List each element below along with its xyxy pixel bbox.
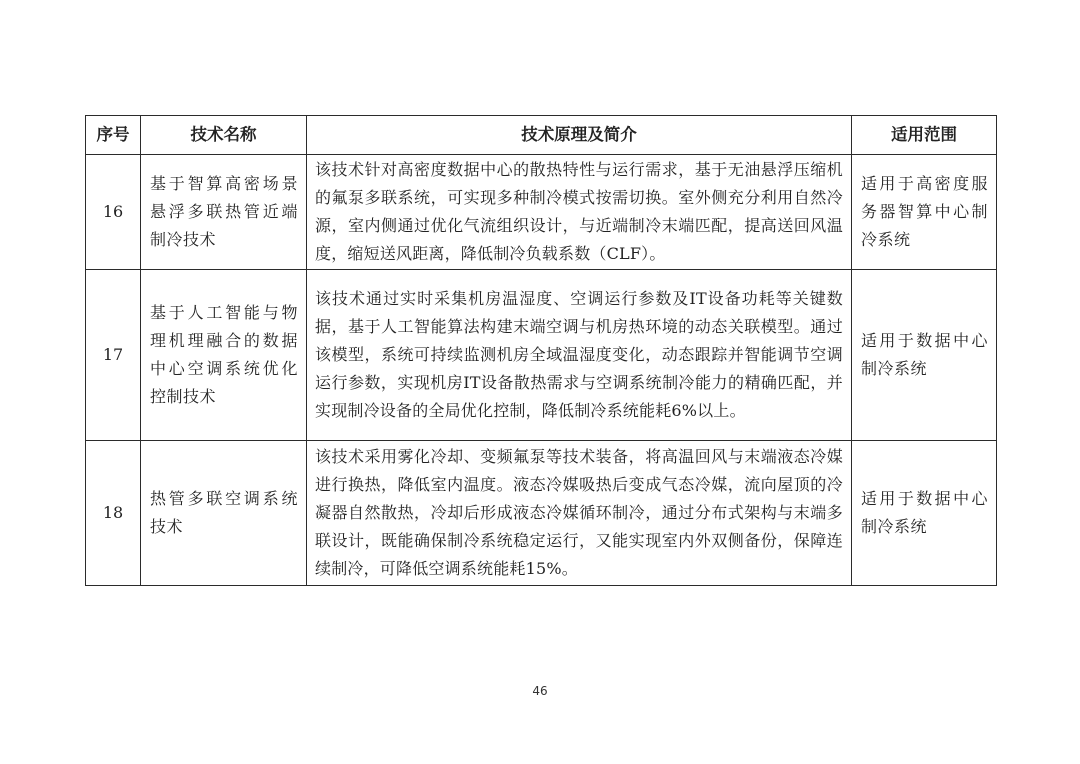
row-serial-number: 16 bbox=[86, 155, 141, 270]
header-principle-description: 技术原理及简介 bbox=[307, 116, 852, 155]
row-technology-name: 基于智算高密场景悬浮多联热管近端制冷技术 bbox=[141, 155, 307, 270]
page-number: 46 bbox=[532, 684, 548, 698]
table-row bbox=[86, 270, 997, 441]
row-principle-description: 该技术采用雾化冷却、变频氟泵等技术装备，将高温回风与末端液态冷媒进行换热，降低室内温度。液态冷媒吸热后变成气态冷媒，流向屋顶的冷凝器自然散热，冷却后形成液态冷媒循环制冷，通过分布式架构与末端多联设计，既能确保制冷系统稳定运行，又能实现室内外双侧备份，保障连续制冷，可降低空调系统能耗15%。 bbox=[307, 441, 852, 586]
row-serial-number: 18 bbox=[86, 441, 141, 586]
row-principle-description: 该技术针对高密度数据中心的散热特性与运行需求，基于无油悬浮压缩机的氟泵多联系统，可实现多种制冷模式按需切换。室外侧充分利用自然冷源，室内侧通过优化气流组织设计，与近端制冷末端匹配，提高送回风温度，缩短送风距离，降低制冷负载系数（CLF）。 bbox=[307, 155, 852, 270]
row-serial-number: 17 bbox=[86, 270, 141, 441]
header-serial-number: 序号 bbox=[86, 116, 141, 155]
technology-table bbox=[85, 115, 997, 586]
row-technology-name: 基于人工智能与物理机理融合的数据中心空调系统优化控制技术 bbox=[141, 270, 307, 441]
row-principle-description: 该技术通过实时采集机房温湿度、空调运行参数及IT设备功耗等关键数据，基于人工智能算法构建末端空调与机房热环境的动态关联模型。通过该模型，系统可持续监测机房全域温湿度变化，动态跟踪并智能调节空调运行参数，实现机房IT设备散热需求与空调系统制冷能力的精确匹配，并实现制冷设备的全局优化控制，降低制冷系统能耗6%以上。 bbox=[307, 270, 852, 441]
row-application-scope: 适用于高密度服务器智算中心制冷系统 bbox=[852, 155, 997, 270]
row-application-scope: 适用于数据中心制冷系统 bbox=[852, 270, 997, 441]
header-technology-name: 技术名称 bbox=[141, 116, 307, 155]
row-technology-name: 热管多联空调系统技术 bbox=[141, 441, 307, 586]
row-application-scope: 适用于数据中心制冷系统 bbox=[852, 441, 997, 586]
table-row bbox=[86, 441, 997, 586]
table-row bbox=[86, 155, 997, 270]
table-header-row bbox=[86, 116, 997, 155]
header-application-scope: 适用范围 bbox=[852, 116, 997, 155]
